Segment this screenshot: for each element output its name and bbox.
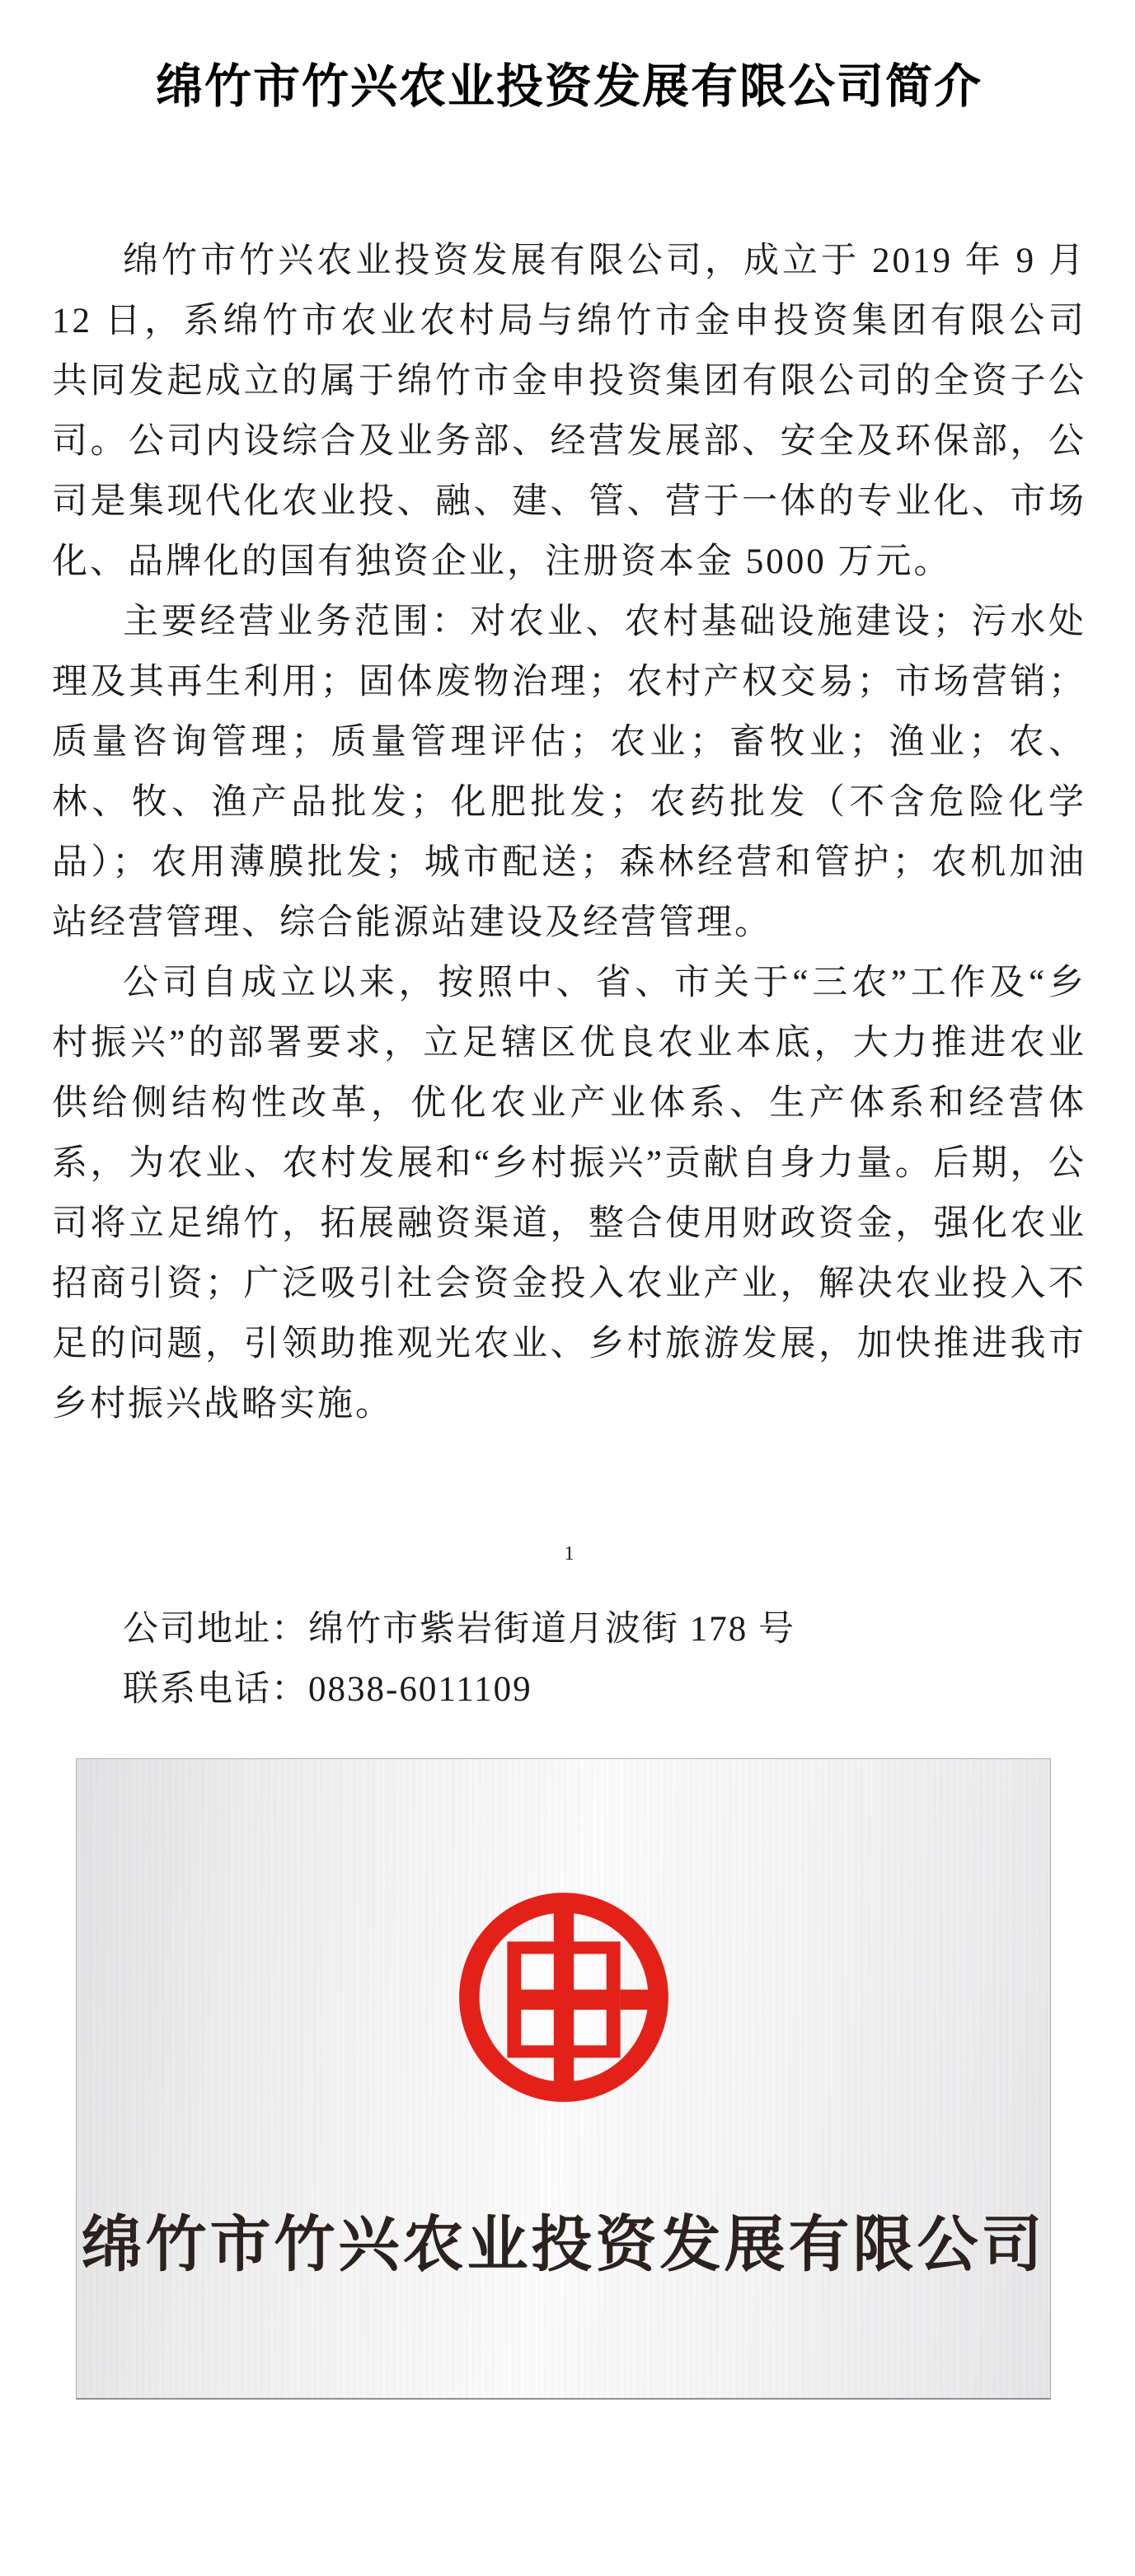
contact-block xyxy=(52,1599,1086,1720)
company-logo-icon xyxy=(448,1881,680,2114)
plaque-company-name: 绵竹市竹兴农业投资发展有限公司 xyxy=(81,2210,1046,2278)
company-phone: 联系电话：0838-6011109 xyxy=(123,1670,532,1709)
page-number: 1 xyxy=(564,1543,575,1565)
body-paragraph: 主要经营业务范围：对农业、农村基础设施建设；污水处理及其再生利用；固体废物治理；农村产权交易；市场营销；质量咨询管理；质量管理评估；农业；畜牧业；渔业；农、林、牧、渔产品批发；化肥批发；农药批发（不含危险化学品）；农用薄膜批发；城市配送；森林经营和管护；农机加油站经营管理、综合能源站建设及经营管理。 xyxy=(52,603,1086,942)
body-paragraph: 绵竹市竹兴农业投资发展有限公司，成立于 2019 年 9 月 12 日，系绵竹市农业农村局与绵竹市金申投资集团有限公司共同发起成立的属于绵竹市金申投资集团有限公司的全资子公司。公司内设综合及业务部、经营发展部、安全及环保部，公司是集现代化农业投、融、建、管、营于一体的专业化、市场化、品牌化的国有独资企业，注册资本金 5000 万元。 xyxy=(52,242,1086,581)
company-address: 公司地址：绵竹市紫岩街道月波街 178 号 xyxy=(123,1610,795,1649)
company-plaque xyxy=(76,1758,1051,2400)
document-body xyxy=(52,231,1086,1434)
body-paragraph: 公司自成立以来，按照中、省、市关于“三农”工作及“乡村振兴”的部署要求，立足辖区优良农业本底，大力推进农业供给侧结构性改革，优化农业产业体系、生产体系和经营体系，为农业、农村发展和“乡村振兴”贡献自身力量。后期，公司将立足绵竹，拓展融资渠道，整合使用财政资金，强化农业招商引资；广泛吸引社会资金投入农业产业，解决农业投入不足的问题，引领助推观光农业、乡村旅游发展，加快推进我市乡村振兴战略实施。 xyxy=(52,964,1086,1424)
document-page xyxy=(0,59,1135,2576)
page-title: 绵竹市竹兴农业投资发展有限公司简介 xyxy=(156,61,983,113)
